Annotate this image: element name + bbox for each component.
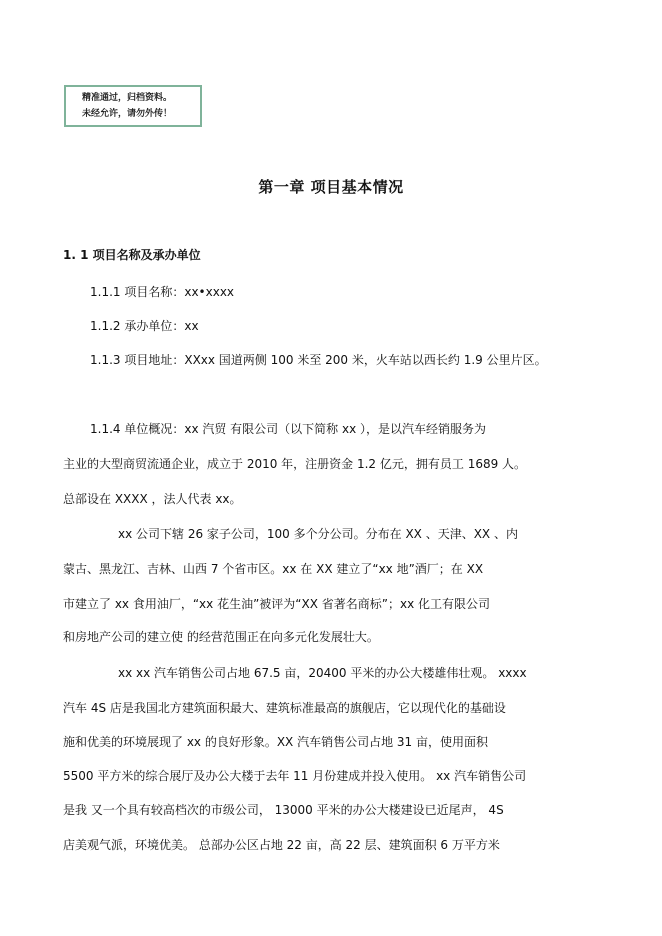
paragraph-line: 主业的大型商贸流通企业，成立于 2010 年，注册资金 1.2 亿元，拥有员工 1689 人。 [63, 457, 527, 471]
paragraph-line: 是我 又一个具有较高档次的市级公司， 13000 平米的办公大楼建设已近尾声， 4S [63, 803, 504, 817]
paragraph-line: 蒙古、黑龙江、吉林、山西 7 个省市区。xx 在 XX 建立了“xx 地”酒厂；在 XX [63, 562, 484, 576]
paragraph-line: 汽车 4S 店是我国北方建筑面积最大、建筑标准最高的旗舰店，它以现代化的基础设 [63, 701, 506, 715]
paragraph-line: 店美观气派，环境优美。 总部办公区占地 22 亩，高 22 层、建筑面积 6 万平方米 [63, 838, 500, 852]
stamp-line-1: 精准通过，归档资料。 [82, 93, 173, 103]
stamp-line-2: 未经允许，请勿外传！ [82, 109, 173, 119]
paragraph-line: xx xx 汽车销售公司占地 67.5 亩，20400 平米的办公大楼雄伟壮观。 xxxx [118, 666, 527, 680]
paragraph-line: 1.1.4 单位概况：xx 汽贸 有限公司（以下简称 xx ），是以汽车经销服务为 [90, 422, 487, 436]
paragraph-line: 施和优美的环境展现了 xx 的良好形象。XX 汽车销售公司占地 31 亩，使用面积 [63, 735, 488, 749]
item-undertaker: 1.1.2 承办单位：xx [90, 319, 199, 333]
item-project-name: 1.1.1 项目名称：xx•xxxx [90, 285, 235, 299]
paragraph-line: 市建立了 xx 食用油厂，“xx 花生油”被评为“XX 省著名商标”；xx 化工有限公司 [63, 597, 490, 611]
item-project-address: 1.1.3 项目地址：XXxx 国道两侧 100 米至 200 米，火车站以西长约 1.9 公里片区。 [90, 353, 547, 367]
chapter-title: 第一章 项目基本情况 [258, 178, 404, 196]
confidential-stamp [64, 85, 202, 127]
paragraph-line: 和房地产公司的建立使 的经营范围正在向多元化发展壮大。 [63, 630, 379, 644]
paragraph-line: 总部设在 XXXX ，法人代表 xx。 [63, 492, 242, 506]
section-heading: 1. 1 项目名称及承办单位 [63, 248, 201, 262]
paragraph-line: xx 公司下辖 26 家子公司，100 多个分公司。分布在 XX 、天津、XX 、内 [118, 527, 518, 541]
paragraph-line: 5500 平方米的综合展厅及办公大楼于去年 11 月份建成并投入使用。 xx 汽车销售公司 [63, 769, 527, 783]
